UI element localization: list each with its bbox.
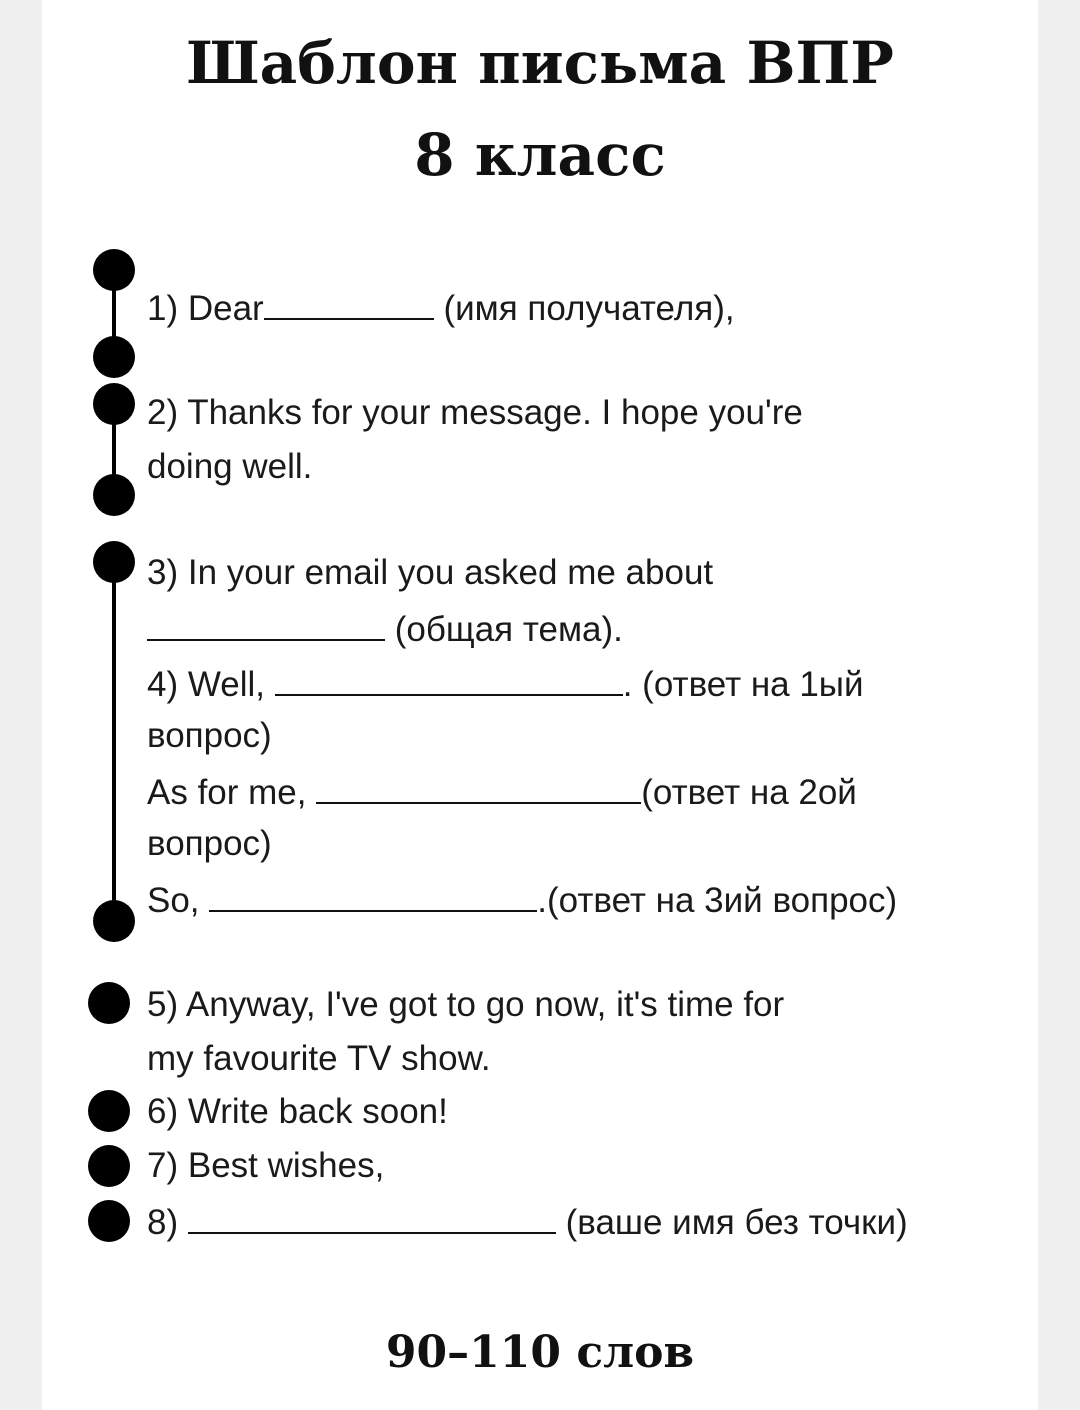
item-answer2 <box>147 768 857 815</box>
recipient-name-blank <box>264 284 434 320</box>
timeline-dot <box>93 900 135 942</box>
answer1-blank <box>275 660 623 696</box>
bullet-dot <box>88 1145 130 1187</box>
page-title: Шаблон письма ВПР <box>186 29 894 97</box>
timeline-dot <box>93 383 135 425</box>
timeline-dot <box>93 541 135 583</box>
answer1-hint: . (ответ на 1ый <box>622 665 864 704</box>
answer3-blank <box>209 876 537 912</box>
item-thanks-line2: doing well. <box>147 447 313 486</box>
topic-blank <box>147 605 385 641</box>
timeline-dot <box>93 336 135 378</box>
item-topic-line1: 3) In your email you asked me about <box>147 553 714 592</box>
item-signature <box>147 1198 908 1245</box>
answer2-hint-cont: вопрос) <box>147 824 272 863</box>
answer1-prefix: 4) Well, <box>147 665 265 704</box>
item-greeting <box>147 284 735 331</box>
answer2-hint: (ответ на 2ой <box>641 773 857 812</box>
item-answer3 <box>147 876 897 923</box>
timeline-bar-3 <box>112 562 116 922</box>
item-closing-line1: 5) Anyway, I've got to go now, it's time for <box>147 985 785 1024</box>
item-closing-line2: my favourite TV show. <box>147 1039 491 1078</box>
greeting-prefix: 1) Dear <box>147 289 264 328</box>
item-topic-line2 <box>147 605 623 652</box>
answer1-hint-cont: вопрос) <box>147 716 272 755</box>
answer2-prefix: As for me, <box>147 773 307 812</box>
item-thanks-line1: 2) Thanks for your message. I hope you're <box>147 393 803 432</box>
recipient-hint: (имя получателя), <box>443 289 735 328</box>
timeline-dot <box>93 474 135 516</box>
word-count: 90–110 слов <box>385 1327 695 1378</box>
topic-hint: (общая тема). <box>394 610 623 649</box>
timeline-dot <box>93 249 135 291</box>
answer2-blank <box>316 768 641 804</box>
item-best-wishes: 7) Best wishes, <box>147 1146 385 1185</box>
signature-hint: (ваше имя без точки) <box>565 1203 908 1242</box>
signature-blank <box>188 1198 556 1234</box>
page-subtitle: 8 класс <box>414 121 666 189</box>
bullet-dot <box>88 1090 130 1132</box>
item-write-back: 6) Write back soon! <box>147 1092 448 1131</box>
bullet-dot <box>88 1200 130 1242</box>
answer3-hint: .(ответ на 3ий вопрос) <box>537 881 898 920</box>
signature-prefix: 8) <box>147 1203 179 1242</box>
bullet-dot <box>88 982 130 1024</box>
item-answer1 <box>147 660 864 707</box>
answer3-prefix: So, <box>147 881 200 920</box>
